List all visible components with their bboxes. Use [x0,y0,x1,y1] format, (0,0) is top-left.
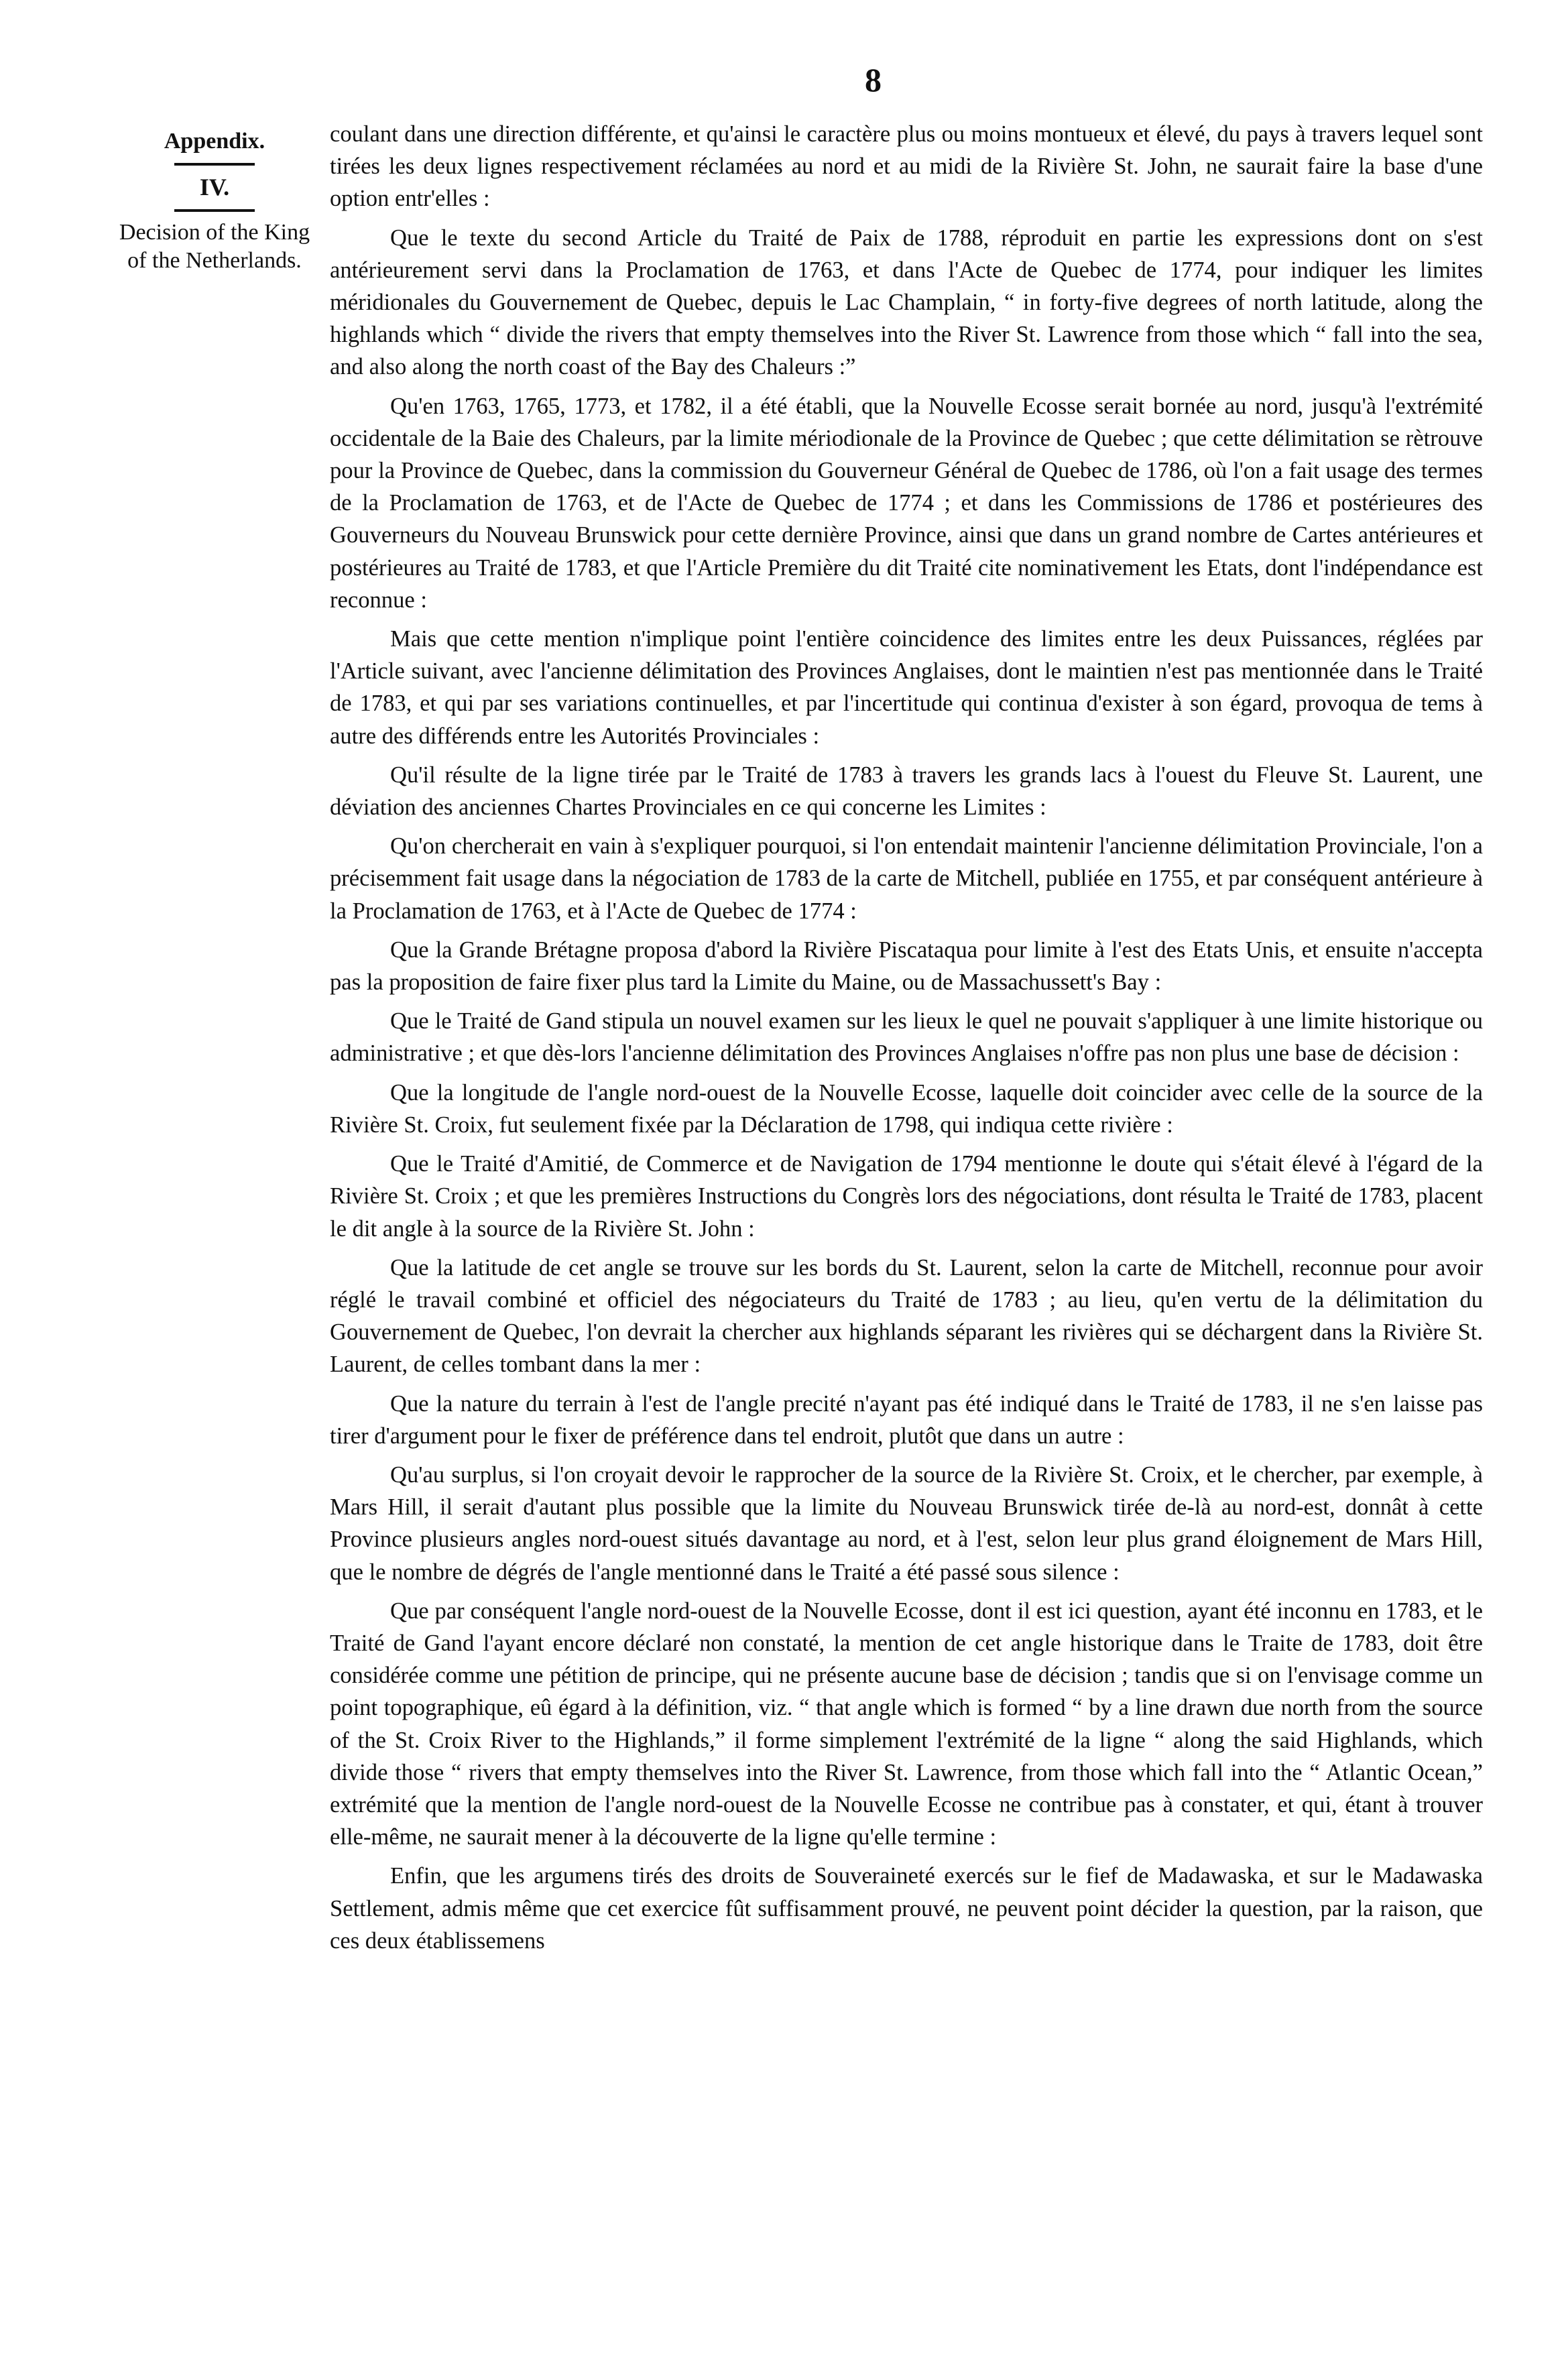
paragraph: Que la longitude de l'angle nord-ouest de la Nouvelle Ecosse, laquelle doit coincider avec celle de la source de la Rivière St. Croix, fut seulement fixée par la Déclaration de 1798, qui indiqua cette rivière : [330,1079,1483,1138]
margin-rule [174,163,255,166]
paragraph: Que le Traité de Gand stipula un nouvel examen sur les lieux le quel ne pouvait s'appliquer à une limite historique ou administrative ; et que dès-lors l'ancienne délimitation des Provinces Anglaises n'offre pas non plus une base de décision : [330,1008,1483,1067]
margin-rule [174,209,255,212]
paragraph: Que le Traité d'Amitié, de Commerce et de Navigation de 1794 mentionne le doute qui s'était élevé à l'égard de la Rivière St. Croix ; et que les premières Instructions du Congrès lors des négociations, dont résulta le Traité de 1783, placent le dit angle à la source de la Rivière St. John : [330,1151,1483,1242]
paragraph: coulant dans une direction différente, et qu'ainsi le caractère plus ou moins montueux et élevé, du pays à travers lequel sont tirées les deux lignes respectivement réclamées au nord et au midi de la Rivière St. John, ne saurait faire la base d'une option entr'elles : [330,121,1483,212]
paragraph: Qu'en 1763, 1765, 1773, et 1782, il a été établi, que la Nouvelle Ecosse serait bornée au nord, jusqu'à l'extrémité occidentale de la Baie des Chaleurs, par la limite mériodionale de la Province de Quebec ; que cette délimitation se rètrouve pour la Province de Quebec, dans la commission du Gouverneur Général de Quebec de 1786, où l'on a fait usage des termes de la Proclamation de 1763, et de l'Acte de Quebec de 1774 ; et dans les Commissions de 1786 et postérieures des Gouverneurs du Nouveau Brunswick pour cette dernière Province, ainsi que dans un grand nombre de Cartes antérieures et postérieures au Traité de 1783, et que l'Article Première du dit Traité cite nominativement les Etats, dont l'indépendance est reconnue : [330,393,1483,613]
paragraph: Que le texte du second Article du Traité de Paix de 1788, réproduit en partie les expressions dont on s'est antérieurement servi dans la Proclamation de 1763, et dans l'Acte de Quebec de 1774, pour indiquer les limites méridionales du Gouvernement de Quebec, depuis le Lac Champlain, “ in forty-five degrees of north latitude, along the highlands which “ divide the rivers that empty themselves into the River St. Lawrence from those which “ fall into the sea, and also along the north coast of the Bay des Chaleurs :” [330,225,1483,380]
paragraph: Que par conséquent l'angle nord-ouest de la Nouvelle Ecosse, dont il est ici question, ayant été inconnu en 1783, et le Traité de Gand l'ayant encore déclaré non constaté, la mention de cet angle historique dans le Traite de 1783, doit être considérée comme une pétition de principe, qui ne présente aucune base de décision ; tandis que si on l'envisage comme un point topographique, eû égard à la définition, viz. “ that angle which is formed “ by a line drawn due north from the source of the St. Croix River to the Highlands,” il forme simplement l'extrémité de la ligne “ along the said Highlands, which divide those “ rivers that empty themselves into the River St. Lawrence, from those which fall into the “ Atlantic Ocean,” extrémité que la mention de l'angle nord-ouest de la Nouvelle Ecosse ne contribue pas à constater, et qui, étant à trouver elle-même, ne saurait mener à la découverte de la ligne qu'elle termine : [330,1598,1483,1850]
paragraph: Enfin, que les argumens tirés des droits de Souveraineté exercés sur le fief de Madawaska, et sur le Madawaska Settlement, admis même que cet exercice fût suffisamment prouvé, ne peuvent point décider la question, par la raison, que ces deux établissemens [330,1863,1483,1954]
margin-note [114,127,315,276]
paragraph: Qu'on chercherait en vain à s'expliquer pourquoi, si l'on entendait maintenir l'ancienne délimitation Provinciale, l'on a précisemment fait usage dans la négociation de 1783 de la carte de Mitchell, publiée en 1755, et par conséquent antérieure à la Proclamation de 1763, et à l'Acte de Quebec de 1774 : [330,833,1483,924]
body-text [330,118,1483,1964]
paragraph: Que la nature du terrain à l'est de l'angle precité n'ayant pas été indiqué dans le Traité de 1783, il ne s'en laisse pas tirer d'argument pour le fixer de préférence dans tel endroit, plutôt que dans un autre : [330,1390,1483,1449]
margin-section-number: IV. [199,173,230,200]
paragraph: Qu'il résulte de la ligne tirée par le Traité de 1783 à travers les grands lacs à l'ouest du Fleuve St. Laurent, une déviation des anciennes Chartes Provinciales en ce qui concerne les Limites : [330,762,1483,821]
margin-description: Decision of the King of the Netherlands. [119,219,310,273]
paragraph: Que la latitude de cet angle se trouve sur les bords du St. Laurent, selon la carte de Mitchell, reconnue pour avoir réglé le travail combiné et officiel des négociateurs du Traité de 1783 ; au lieu, qu'en vertu de la délimitation du Gouvernement de Quebec, l'on devrait la chercher aux highlands séparant les rivières qui se déchargent dans la Rivière St. Laurent, de celles tombant dans la mer : [330,1254,1483,1378]
margin-appendix-label: Appendix. [164,129,265,154]
page-number: 8 [865,61,882,99]
paragraph: Qu'au surplus, si l'on croyait devoir le rapprocher de la source de la Rivière St. Croix, et le chercher, par exemple, à Mars Hill, il serait d'autant plus possible que la limite du Nouveau Brunswick tirée de-là au nord-est, donnât à cette Province plusieurs angles nord-ouest situés davantage au nord, et à l'est, selon leur plus grand éloignement de Mars Hill, que le nombre de dégrés de l'angle mentionné dans le Traité a été passé sous silence : [330,1462,1483,1585]
paragraph: Mais que cette mention n'implique point l'entière coincidence des limites entre les deux Puissances, réglées par l'Article suivant, avec l'ancienne délimitation des Provinces Anglaises, dont le maintien n'est pas mentionnée dans le Traité de 1783, et qui par ses variations continuelles, et par l'incertitude qui continua d'exister à son égard, provoqua de tems à autre des différends entre les Autorités Provinciales : [330,626,1483,749]
paragraph: Que la Grande Brétagne proposa d'abord la Rivière Piscataqua pour limite à l'est des Etats Unis, et ensuite n'accepta pas la proposition de faire fixer plus tard la Limite du Maine, ou de Massachussett's Bay : [330,937,1483,996]
